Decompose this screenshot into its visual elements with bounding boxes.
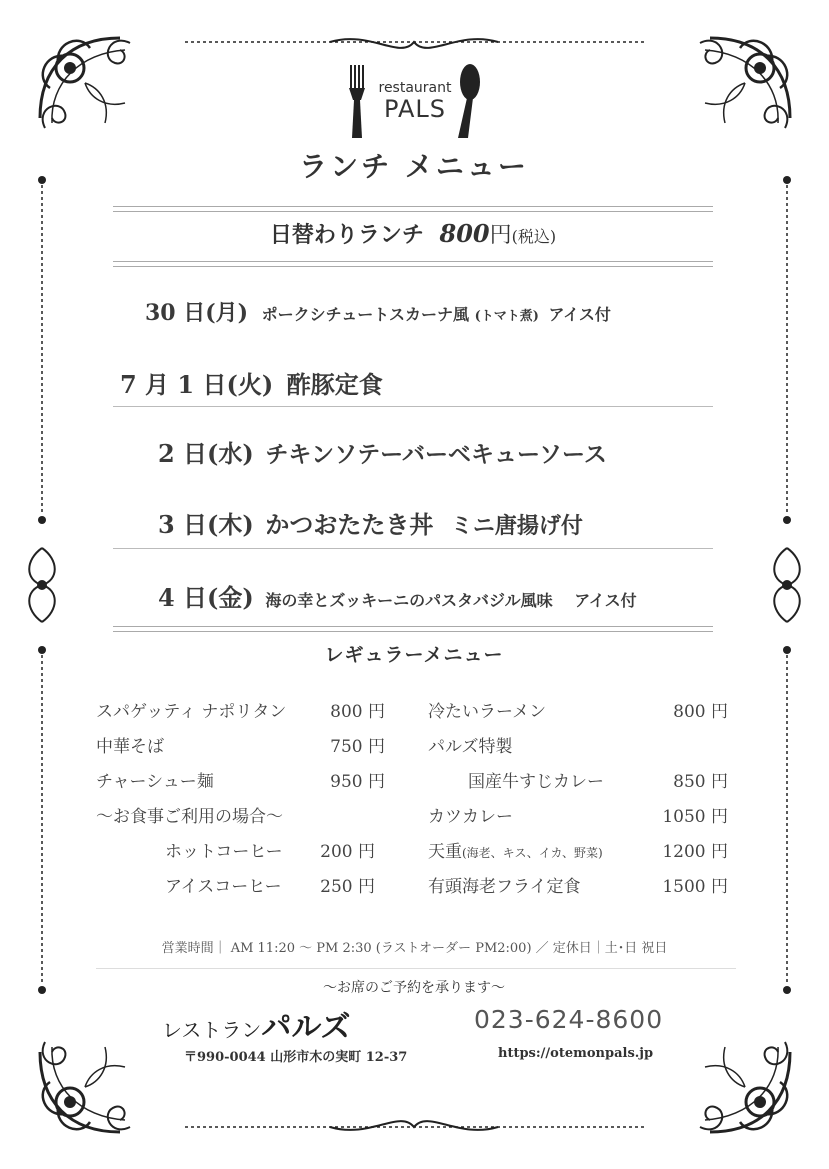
menu-item-name: カツカレー bbox=[428, 807, 513, 827]
day-dish: 酢豚定食 bbox=[286, 370, 383, 399]
day-dish: ポークシチュートスカーナ風 bbox=[261, 305, 470, 324]
corner-ornament-bottom-left bbox=[40, 1042, 130, 1132]
logo-brand-text: PALS bbox=[384, 95, 446, 123]
menu-item-name: アイスコーヒー bbox=[165, 877, 282, 897]
day-date: 4 日(金) bbox=[158, 583, 254, 612]
menu-item-price: 1500 円 bbox=[662, 877, 728, 897]
menu-item-name: スパゲッティ ナポリタン bbox=[96, 702, 287, 722]
day-date: 2 日(水) bbox=[158, 439, 254, 468]
corner-ornament-top-left bbox=[40, 38, 130, 128]
phone-number[interactable]: 023-624-8600 bbox=[474, 1005, 664, 1034]
corner-ornament-top-right bbox=[700, 38, 790, 128]
menu-item-price: 1200 円 bbox=[662, 842, 728, 862]
daily-lunch-price: 800 bbox=[439, 219, 490, 248]
banner-rule-top bbox=[113, 206, 713, 212]
reservation-note: 〜お席のご予約を承ります〜 bbox=[323, 980, 505, 996]
daily-lunch-yen: 円 bbox=[489, 223, 512, 248]
menu-item-price: 950 円 bbox=[330, 772, 385, 792]
logo-small-text: restaurant bbox=[378, 80, 452, 96]
daily-lunch-tax: (税込) bbox=[511, 227, 557, 246]
menu-item-name: 国産牛すじカレー bbox=[468, 772, 604, 792]
divider bbox=[113, 548, 713, 549]
menu-item-sub: (海老、キス、イカ、野菜) bbox=[462, 846, 603, 860]
regular-menu-title: レギュラーメニュー bbox=[324, 644, 504, 666]
restaurant-name-small: レストラン bbox=[162, 1018, 262, 1042]
divider bbox=[113, 406, 713, 407]
menu-item-price: 800 円 bbox=[330, 702, 385, 722]
restaurant-name-big: パルズ bbox=[261, 1010, 351, 1045]
day-date: 3 日(木) bbox=[158, 510, 254, 539]
menu-item-price: 1050 円 bbox=[662, 807, 728, 827]
corner-ornament-bottom-right bbox=[700, 1042, 790, 1132]
day-row-1 bbox=[145, 296, 611, 327]
website-link[interactable]: https://otemonpals.jp bbox=[498, 1046, 654, 1061]
menu-item-name: 有頭海老フライ定食 bbox=[428, 877, 581, 897]
menu-section-note: 〜お食事ご利用の場合〜 bbox=[96, 807, 283, 827]
address: 〒990-0044 山形市木の実町 12-37 bbox=[184, 1050, 408, 1065]
menu-item-price: 200 円 bbox=[320, 842, 375, 862]
daily-lunch-banner bbox=[113, 218, 713, 249]
menu-item-name: チャーシュー麺 bbox=[96, 772, 214, 792]
day-date: 7 月 1 日(火) bbox=[120, 370, 274, 399]
day-extra: アイス付 bbox=[548, 305, 611, 324]
menu-item-price: 850 円 bbox=[673, 772, 728, 792]
day-row-5 bbox=[158, 578, 637, 613]
regular-rule-top bbox=[113, 626, 713, 632]
menu-item-name: ホットコーヒー bbox=[165, 842, 283, 862]
day-extra: ミニ唐揚げ付 bbox=[450, 513, 583, 539]
day-dish: かつおたたき丼 bbox=[265, 510, 434, 539]
day-dish: チキンソテーバーベキューソース bbox=[265, 441, 607, 468]
daily-lunch-label: 日替わりランチ bbox=[269, 222, 424, 248]
menu-item-name: 中華そば bbox=[96, 737, 164, 757]
day-dish: 海の幸とズッキーニのパスタバジル風味 bbox=[265, 591, 553, 610]
day-row-4 bbox=[158, 505, 583, 540]
menu-item-price: 250 円 bbox=[320, 877, 375, 897]
menu-item-name bbox=[428, 837, 603, 862]
fork-icon bbox=[349, 65, 365, 138]
day-row-3 bbox=[158, 434, 607, 469]
banner-rule-bottom bbox=[113, 261, 713, 267]
restaurant-name bbox=[162, 1002, 351, 1046]
day-row-2 bbox=[120, 365, 383, 400]
day-note: (トマト煮) bbox=[474, 309, 539, 324]
menu-item-name: 冷たいラーメン bbox=[428, 702, 547, 722]
business-hours: 営業時間｜ AM 11:20 〜 PM 2:30 (ラストオーダー PM2:00) ／ 定休日｜土･日 祝日 bbox=[161, 941, 668, 956]
side-flourish-right bbox=[774, 548, 800, 622]
menu-item-price: 750 円 bbox=[330, 737, 385, 757]
menu-item-price: 800 円 bbox=[673, 702, 728, 722]
menu-item-name-main: 天重 bbox=[428, 842, 462, 862]
menu-item-name: パルズ特製 bbox=[428, 737, 513, 757]
day-extra: アイス付 bbox=[574, 591, 637, 610]
side-flourish-left bbox=[29, 548, 55, 622]
page-title: ランチ メニュー bbox=[299, 150, 529, 183]
footer-rule bbox=[96, 968, 736, 969]
day-date: 30 日(月) bbox=[145, 300, 249, 326]
